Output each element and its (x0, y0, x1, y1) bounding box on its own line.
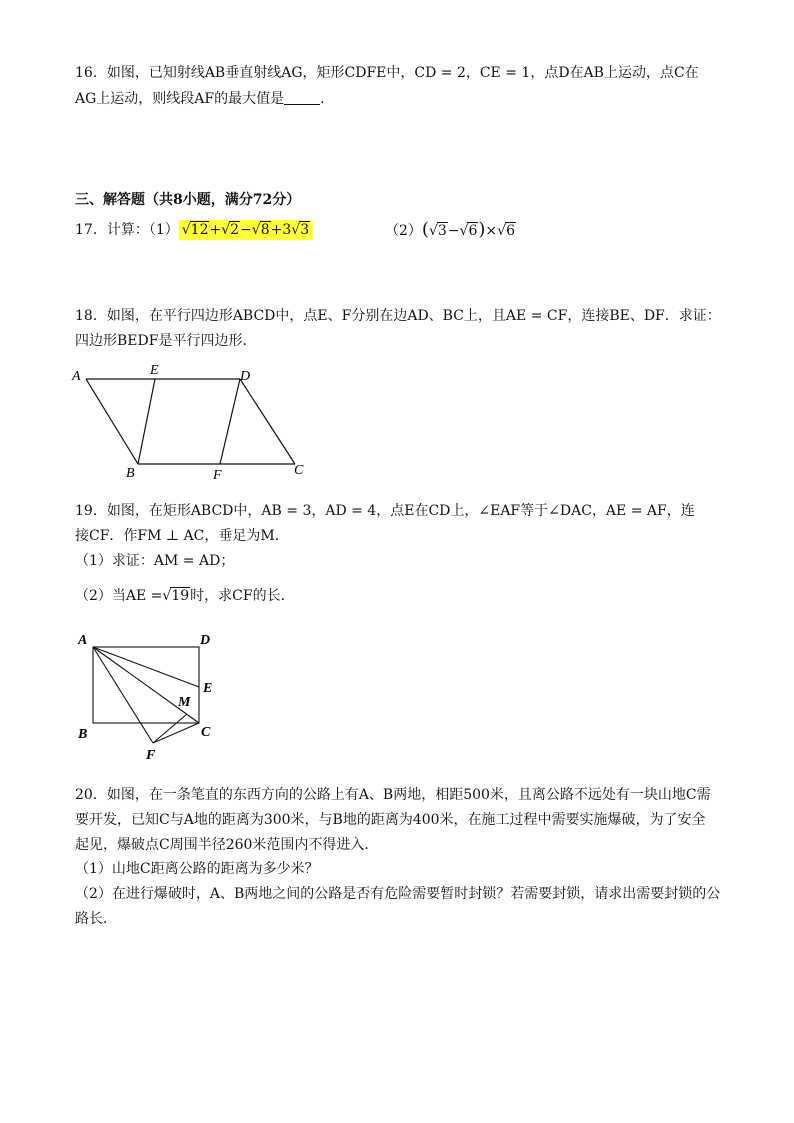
q19-part1: （1）求证：AM = AD； (75, 553, 235, 569)
label-A: A (72, 369, 81, 384)
label-C: C (201, 725, 211, 740)
q18-line2: 四边形BEDF是平行四边形． (75, 333, 257, 349)
parallelogram-figure (60, 360, 320, 485)
segment-FC (153, 723, 199, 743)
label-D: D (200, 633, 211, 648)
q16-line2 (75, 89, 334, 109)
q20-part2-line1: （2）在进行爆破时，A、B两地之间的公路是否有危险需要暂时封锁？若需要封锁，请求出需要封锁的公 (75, 886, 721, 902)
q19-part2-b: 时，求CF的长． (190, 588, 295, 604)
section-heading: 三、解答题（共8小题，满分72分） (75, 192, 301, 208)
side-DC (240, 379, 295, 464)
label-E: E (150, 363, 159, 378)
q20-part2-line2: 路长． (75, 911, 117, 927)
segment-FM (153, 714, 187, 743)
label-E: E (203, 681, 213, 696)
q18-line1: 18．如图，在平行四边形ABCD中，点E、F分别在边AD、BC上，且AE = CF，连接BE、DF．求证： (75, 308, 721, 324)
segment-AF (93, 647, 153, 743)
q17-expression-2: ( (421, 219, 429, 240)
segment-DF (220, 379, 240, 464)
answer-blank (284, 90, 320, 105)
q17-part2: （2）(√3−√6)×√6 (385, 219, 515, 240)
label-F: F (146, 748, 156, 763)
q19-part2-a: （2）当AE = (75, 588, 163, 604)
q19-line1: 19．如图，在矩形ABCD中，AB = 3，AD = 4，点E在CD上，∠EAF等于∠DAC，AE = AF，连 (75, 503, 695, 519)
q17-part2-label: （2） (385, 223, 422, 239)
diagonal-AC (93, 647, 199, 723)
label-B: B (126, 466, 135, 481)
segment-BE (138, 379, 155, 464)
side-AB (86, 379, 138, 464)
q20-line1: 20．如图，在一条笔直的东西方向的公路上有A、B两地，相距500米，且离公路不远处有一块山地C需 (75, 787, 711, 803)
label-D: D (240, 369, 251, 384)
label-M: M (178, 695, 191, 710)
q20-line3: 起见，爆破点C周围半径260米范围内不得进入． (75, 837, 379, 853)
label-F: F (213, 468, 222, 483)
q20-line2: 要开发，已知C与A地的距离为300米，与B地的距离为400米，在施工过程中需要实施爆破，为了安全 (75, 812, 706, 828)
label-A: A (78, 633, 88, 648)
q16-line2-end: ． (320, 91, 335, 107)
q16-line2-text: AG上运动，则线段AF的最大值是 (75, 91, 285, 107)
q16-line1: 16．如图，已知射线AB垂直射线AG，矩形CDFE中，CD = 2，CE = 1，点D在AB上运动，点C在 (75, 65, 699, 81)
segment-AE (93, 647, 199, 687)
q17-line (75, 220, 313, 240)
q19-part2: （2）当AE =√19时，求CF的长． (75, 588, 295, 604)
q17-prefix: 17．计算：（1） (75, 222, 179, 238)
q20-part1: （1）山地C距离公路的距离为多少米？ (75, 861, 319, 877)
q19-line2: 接CF．作FM ⊥ AC，垂足为M． (75, 528, 289, 544)
rectangle-figure (70, 625, 230, 765)
q17-expression-1: √12+√2−√8+3√3 (179, 220, 313, 240)
label-C: C (294, 463, 304, 478)
label-B: B (78, 727, 88, 742)
